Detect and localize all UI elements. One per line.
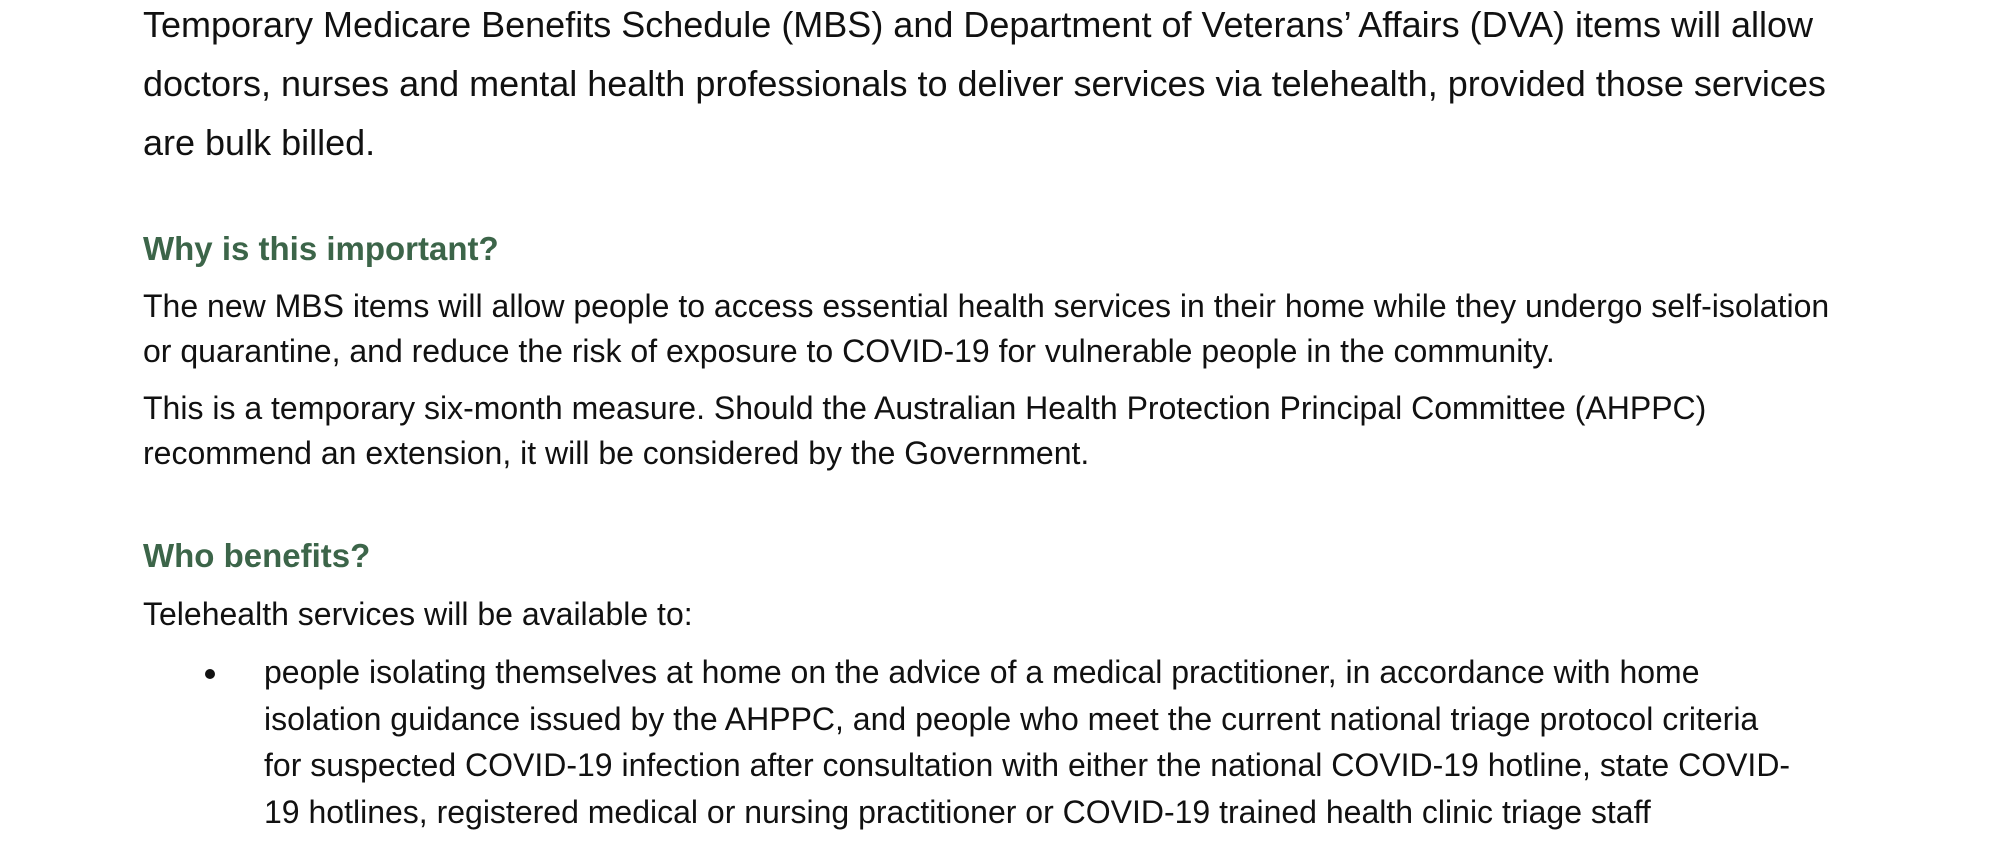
intro-paragraph: Temporary Medicare Benefits Schedule (MBS) and Department of Veterans’ Affairs (DVA) items will allow doctors, nurses and mental health professionals to deliver services via telehealth, provided those services are bulk billed. (143, 4, 1826, 163)
paragraph-access-services: The new MBS items will allow people to access essential health services in their home while they undergo self-isolation or quarantine, and reduce the risk of exposure to COVID-19 for vulnerable people in the community. (143, 288, 1830, 369)
bullet-dot-icon (205, 669, 215, 679)
list-item (143, 649, 1793, 835)
paragraph-available-to: Telehealth services will be available to: (143, 596, 693, 632)
list-item-text: people isolating themselves at home on the advice of a medical practitioner, in accordance with home isolation guidance issued by the AHPPC, and people who meet the current national triage protocol criteria for suspected COVID-19 infection after consultation with either the national COVID-19 hotline, state COVID-19 hotlines, registered medical or nursing practitioner or COVID-19 trained health clinic triage staff (264, 654, 1791, 830)
section-heading-who-benefits: Who benefits? (143, 537, 371, 574)
section-heading-why-important: Why is this important? (143, 230, 499, 267)
beneficiaries-list (143, 649, 1793, 835)
paragraph-temporary-measure: This is a temporary six-month measure. Should the Australian Health Protection Principal Committee (AHPPC) recommend an extension, it will be considered by the Government. (143, 390, 1707, 471)
